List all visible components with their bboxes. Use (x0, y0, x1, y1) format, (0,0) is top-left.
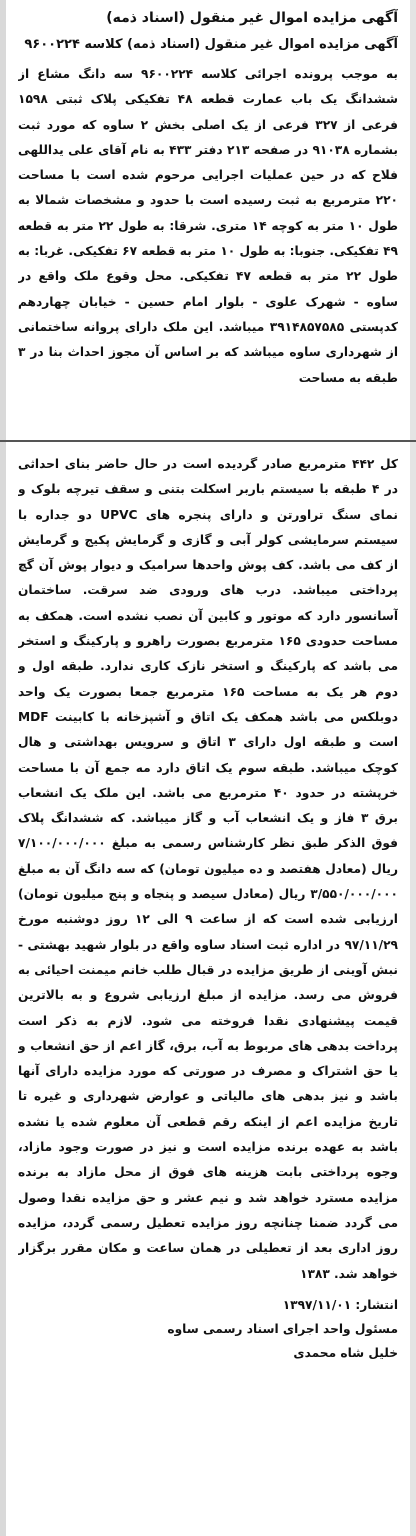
signer-title: مسئول واحد اجرای اسناد رسمی ساوه (167, 1321, 398, 1336)
column-divider (0, 440, 416, 442)
page-edge-right (410, 0, 416, 1536)
notice-subtitle: آگهی مزایده اموال غیر منقول (اسناد ذمه) کلاسه ۹۶۰۰۲۲۴ (24, 37, 398, 52)
signer-name: خلیل شاه محمدی (293, 1345, 398, 1360)
notice-column-bottom (18, 452, 398, 1528)
notice-body-part2: کل ۴۴۲ مترمربع صادر گردیده است در حال حاضر بنای احداثی در ۴ طبقه با سیستم باربر اسکلت بتنی و سقف تیرچه بلوک و نمای سنگ تراورتن و دارای پنجره های UPVC دو جداره با سیستم سرمایشی کولر آبی و گازی و گرمایش پکیج و گرمایش از کف می باشد. کف پوش واحدها سرامیک و دیوار پوش آن گچ پرداختی میباشد. درب های ورودی ضد سرقت. ساختمان آسانسور دارد که موتور و کابین آن نصب نشده است. همکف به مساحت حدودی ۱۶۵ مترمربع بصورت راهرو و پارکینگ و استخر می باشد که پارکینگ و استخر نازک کاری ندارد. طبقه اول و دوم هر یک به مساحت ۱۶۵ مترمربع جمعا بصورت یک واحد دوبلکس می باشد همکف یک اتاق و آشپزخانه با کابینت MDF است و طبقه اول دارای ۳ اتاق و سرویس بهداشتی و هال کوچک میباشد. طبقه سوم یک اتاق دارد مه جمع آن با مساحت خرپشته در حدود ۴۰ مترمربع می باشد. این ملک یک انشعاب برق ۳ فاز و یک انشعاب آب و گاز میباشد. که ششدانگ پلاک فوق الذکر طبق نظر کارشناس رسمی به مبلغ ۷/۱۰۰/۰۰۰/۰۰۰ ریال (معادل هفتصد و ده میلیون تومان) که سه دانگ آن به مبلغ ۳/۵۵۰/۰۰۰/۰۰۰ ریال (معادل سیصد و پنجاه و پنج میلیون تومان) ارزیابی شده است که از ساعت ۹ الی ۱۲ روز دوشنبه مورخ ۹۷/۱۱/۲۹ در اداره ثبت اسناد ساوه واقع در بلوار شهید بهشتی - نبش آوینی از طریق مزایده در قبال طلب خانم میمنت احیائی به فروش می رسد. مزایده از مبلغ ارزیابی شروع و به بالاترین قیمت پیشنهادی نقدا فروخته می شود. لازم به ذکر است پرداخت بدهی های مربوط به آب، برق، گاز اعم از حق انشعاب و یا حق اشتراک و مصرف در صورتی که مورد مزایده دارای آنها باشد و نیز بدهی های مالیاتی و عوارض شهرداری و غیره تا تاریخ مزایده اعم از اینکه رقم قطعی آن معلوم شده یا نشده باشد به عهده برنده مزایده است و نیز در صورت وجود مازاد، وجوه پرداختی بابت هزینه های فوق از محل مازاد به برنده مزایده مسترد خواهد شد و نیم عشر و حق مزایده نقدا وصول می گردد ضمنا چنانچه روز مزایده تعطیل رسمی گردد، مزایده روز اداری بعد از تعطیلی در همان ساعت و مکان مقرر برگزار خواهد شد. ۱۳۸۳ (18, 457, 398, 1281)
notice-column-top (18, 4, 398, 434)
notice-footer (18, 1293, 398, 1365)
publish-date: انتشار: ۱۳۹۷/۱۱/۰۱ (282, 1297, 398, 1312)
page-edge-left (0, 0, 6, 1536)
notice-body-part1: به موجب پرونده اجرائی کلاسه ۹۶۰۰۲۲۴ سه دانگ مشاع از ششدانگ یک باب عمارت قطعه ۴۸ تفکیکی پلاک ثبتی ۱۵۹۸ فرعی از ۳۲۷ فرعی از یک اصلی بخش ۲ ساوه که مورد ثبت بشماره ۹۱۰۳۸ در صفحه ۲۱۳ دفتر ۴۳۳ به نام آقای علی یداللهی فلاح که در حین عملیات اجرایی مرحوم شده است با مساحت ۲۲۰ مترمربع به ثبت رسیده است با حدود و مشخصات شمالا به طول ۱۰ متر به کوچه ۱۴ متری. شرقا: به طول ۲۲ متر به قطعه ۴۹ تفکیکی. جنوبا: به طول ۱۰ متر به قطعه ۶۷ تفکیکی. غربا: به طول ۲۲ متر به قطعه ۴۷ تفکیکی. محل وقوع ملک واقع در ساوه - شهرک علوی - بلوار امام حسین - خیابان چهاردهم کدپستی ۳۹۱۴۸۵۷۵۸۵ میباشد. این ملک دارای پروانه ساختمانی از شهرداری ساوه میباشد که بر اساس آن مجوز احداث بنا در ۳ طبقه به مساحت (18, 67, 398, 385)
notice-title: آگهی مزایده اموال غیر منقول (اسناد ذمه) (106, 10, 398, 26)
